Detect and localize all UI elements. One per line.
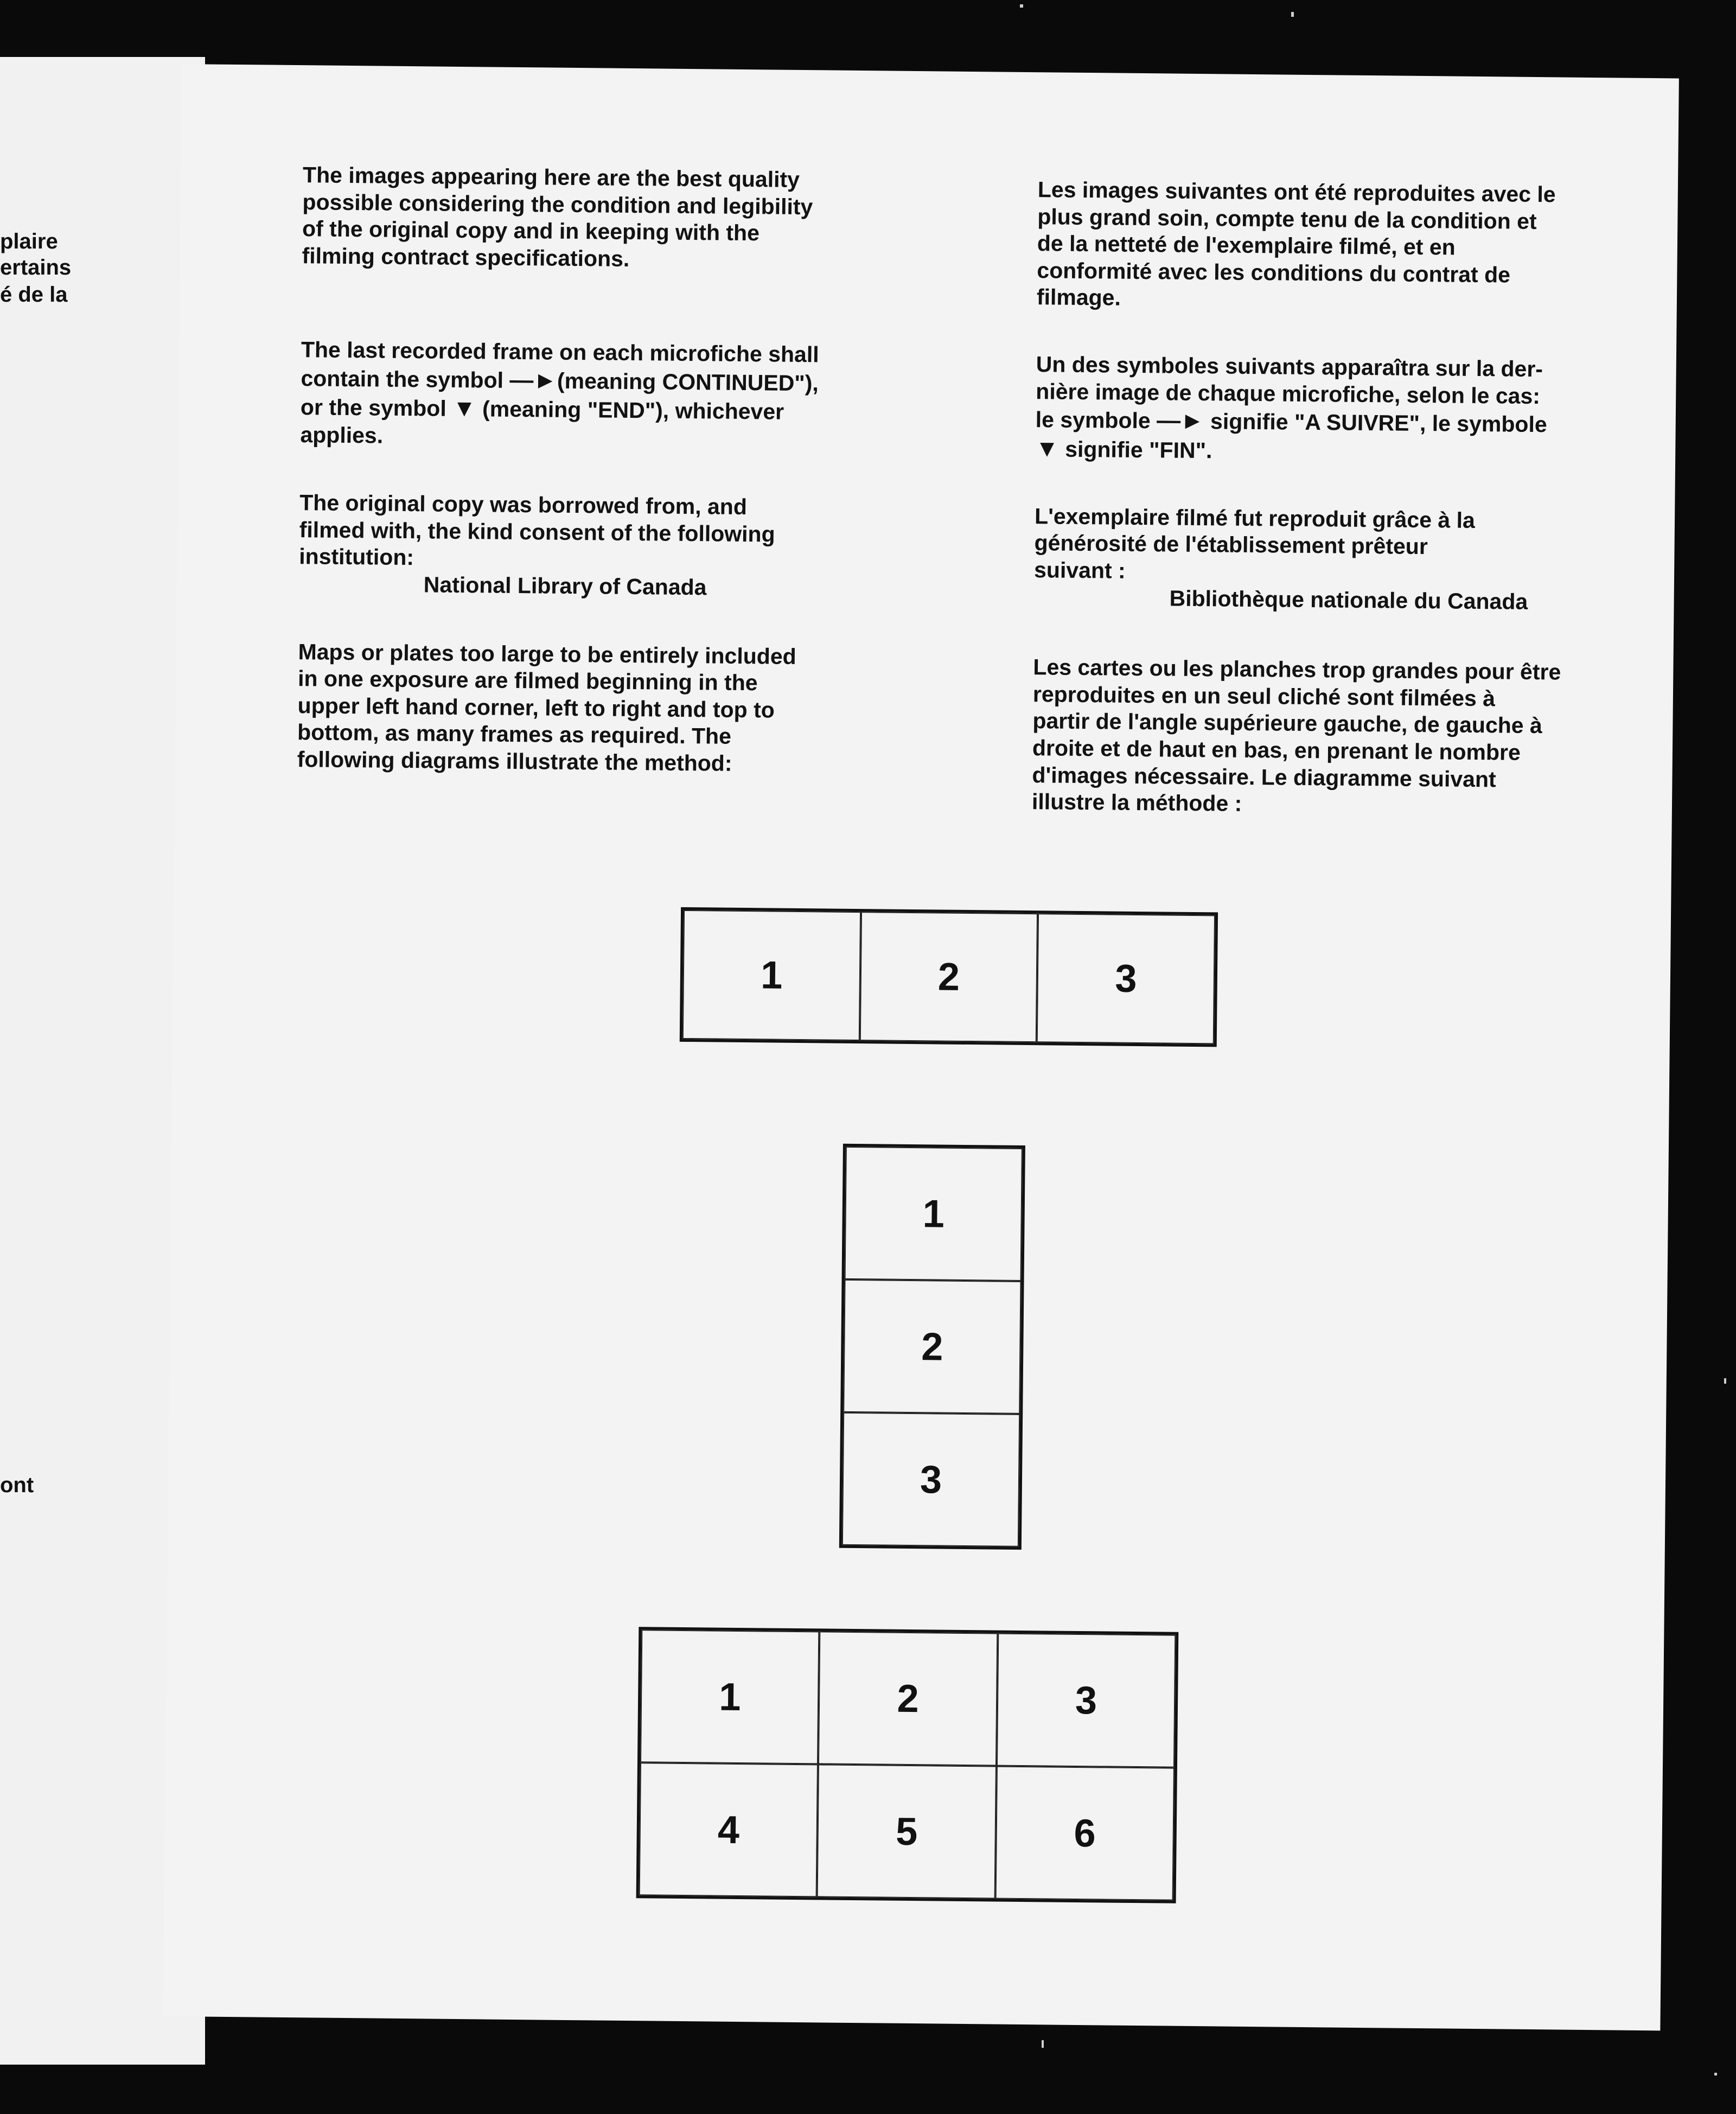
institution-name: Bibliothèque nationale du Canada <box>1169 585 1528 614</box>
text-segment: contain the symbol <box>301 366 510 393</box>
text-line: bottom, as many frames as required. The <box>297 719 732 749</box>
text-line: illustre la méthode : <box>1031 789 1242 817</box>
dust-speck <box>1042 2040 1044 2048</box>
text-segment: signifie "A SUIVRE", le symbole <box>1204 409 1547 437</box>
english-paragraph-maps <box>297 639 816 778</box>
text-line <box>1036 405 1563 439</box>
text-line <box>301 392 819 426</box>
frame-cell: 4 <box>639 1762 819 1897</box>
grid-frames-diagram <box>636 1627 1179 1903</box>
text-line: L'exemplaire filmé fut reproduit grâce à la <box>1034 503 1476 533</box>
text-line: filmage. <box>1036 284 1121 311</box>
text-line: following diagrams illustrate the method: <box>297 747 732 776</box>
frame-cell: 2 <box>818 1631 998 1766</box>
text-segment: (meaning CONTINUED"), <box>557 368 819 396</box>
text-line: Un des symboles suivants apparaîtra sur la der- <box>1036 352 1543 382</box>
french-paragraph-symbols <box>1035 351 1564 468</box>
text-line: upper left hand corner, left to right and top to <box>297 692 775 723</box>
text-line: filmed with, the kind consent of the following <box>299 517 775 547</box>
french-paragraph-quality <box>1037 176 1566 316</box>
fragment-text: ont <box>0 1473 34 1497</box>
dust-speck <box>1724 1378 1726 1384</box>
english-column <box>297 162 820 778</box>
continued-arrow-icon: —► <box>509 366 558 394</box>
text-line: possible considering the condition and legibility <box>302 189 813 219</box>
text-line: reproduites en un seul cliché sont filmées à <box>1032 681 1496 711</box>
end-triangle-icon: ▼ <box>452 395 476 422</box>
text-line: in one exposure are filmed beginning in the <box>297 666 758 696</box>
text-line: The images appearing here are the best quality <box>302 162 800 192</box>
text-line: droite et de haut en bas, en prenant le nombre <box>1032 735 1521 765</box>
text-line: de la netteté de l'exemplaire filmé, et en <box>1037 231 1456 260</box>
text-line: Les cartes ou les planches trop grandes pour être <box>1033 654 1561 685</box>
vertical-frames-diagram <box>839 1144 1025 1550</box>
frame-cell: 3 <box>997 1633 1176 1768</box>
frame-cell: 1 <box>640 1629 820 1764</box>
text-segment: or the symbol <box>300 394 453 422</box>
fragment-text: plaire <box>0 230 58 253</box>
english-paragraph-quality <box>302 162 821 275</box>
frame-cell: 6 <box>995 1766 1175 1901</box>
continued-arrow-icon: —► <box>1156 407 1204 435</box>
institution-name: National Library of Canada <box>423 572 707 600</box>
dust-speck <box>1020 4 1023 8</box>
french-paragraph-maps <box>1032 654 1561 820</box>
frame-cell: 2 <box>843 1279 1021 1414</box>
text-line: filming contract specifications. <box>302 243 630 271</box>
end-triangle-icon: ▼ <box>1035 435 1060 462</box>
text-segment: le symbole <box>1035 407 1157 434</box>
notice-page <box>163 64 1678 2030</box>
text-line: of the original copy and in keeping with the <box>302 216 760 246</box>
text-line: institution: <box>299 544 414 570</box>
french-column <box>1032 176 1566 820</box>
text-line: Maps or plates too large to be entirely included <box>298 639 796 669</box>
text-line: applies. <box>300 422 384 448</box>
frame-cell: 5 <box>817 1764 997 1899</box>
french-paragraph-institution <box>1033 503 1562 616</box>
english-paragraph-symbols <box>300 337 819 454</box>
text-line: conformité avec les conditions du contrat de <box>1037 257 1511 288</box>
text-line: The last recorded frame on each microfiche shall <box>301 337 819 367</box>
frame-cell: 1 <box>682 910 861 1041</box>
text-segment: signifie "FIN". <box>1058 436 1212 463</box>
horizontal-frames-diagram <box>680 907 1218 1047</box>
frame-cell: 2 <box>859 912 1038 1042</box>
frame-cell: 1 <box>845 1147 1023 1281</box>
text-segment: (meaning "END"), whichever <box>476 396 784 424</box>
text-line: plus grand soin, compte tenu de la condition et <box>1037 203 1537 234</box>
text-line <box>1035 434 1563 468</box>
frame-cell: 3 <box>1037 913 1215 1044</box>
frame-cell: 3 <box>842 1412 1020 1547</box>
text-line: nière image de chaque microfiche, selon le cas: <box>1036 378 1541 409</box>
english-paragraph-institution <box>299 489 818 602</box>
text-line <box>301 364 819 397</box>
dust-speck <box>1714 2073 1717 2075</box>
text-line: suivant : <box>1033 557 1126 583</box>
text-line: partir de l'angle supérieure gauche, de gauche à <box>1032 708 1543 738</box>
text-line: Les images suivantes ont été reproduites avec le <box>1037 177 1556 207</box>
text-line: générosité de l'établissement prêteur <box>1034 530 1428 559</box>
fragment-text: é de la <box>0 283 68 307</box>
fragment-text: ertains <box>0 256 72 279</box>
text-line: d'images nécessaire. Le diagramme suivant <box>1032 762 1496 792</box>
dust-speck <box>1291 12 1294 17</box>
text-line: The original copy was borrowed from, and <box>299 490 748 520</box>
